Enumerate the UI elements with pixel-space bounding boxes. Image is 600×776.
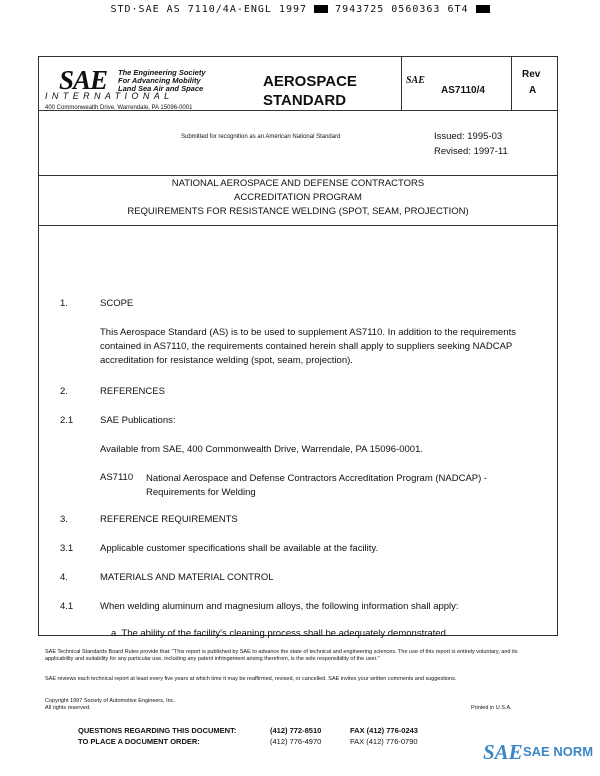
- sae-small-logo: SAE: [406, 75, 425, 86]
- questions-phone: (412) 772-8510: [270, 726, 322, 735]
- questions-label: QUESTIONS REGARDING THIS DOCUMENT:: [78, 726, 237, 735]
- standard-title-line: STANDARD: [263, 92, 347, 109]
- item-a: a. The ability of the facility's cleaning process shall be adequately demonstrated.: [111, 628, 449, 639]
- section-number: 3.: [60, 514, 68, 525]
- recognition-note: Submitted for recognition as an American National Standard: [181, 134, 341, 140]
- society-line: The Engineering Society: [118, 68, 206, 77]
- rule: [39, 225, 557, 226]
- document-title: [39, 177, 557, 219]
- barcode-block: [314, 5, 328, 13]
- section-title: REFERENCES: [100, 386, 165, 397]
- section-text: When welding aluminum and magnesium alloys, the following information shall apply:: [100, 601, 459, 612]
- footer-copyright: Copyright 1997 Society of Automotive Engineers, Inc.: [45, 698, 175, 704]
- divider: [401, 57, 402, 110]
- order-phone: (412) 776-4970: [270, 737, 322, 746]
- footer-rules: SAE Technical Standards Board Rules provide that: "This report is published by SAE to advance the state of technical and engineering sciences. The use of this report is entirely voluntary, and its applicability and suitability for any particular use, including any patent infringement arising therefrom, is the sole responsibility of the user.": [45, 649, 518, 662]
- section-number: 4.: [60, 572, 68, 583]
- document-frame: [38, 56, 558, 711]
- standard-title-line: AEROSPACE: [263, 73, 357, 90]
- footer-rights: All rights reserved.: [45, 705, 91, 711]
- order-fax: FAX (412) 776-0790: [350, 737, 418, 746]
- divider: [511, 57, 512, 110]
- document-code: [0, 4, 600, 15]
- section-title: SAE Publications:: [100, 415, 176, 426]
- international-label: INTERNATIONAL: [45, 91, 174, 101]
- scope-text: This Aerospace Standard (AS) is to be used to supplement AS7110. In addition to the requirements contained in AS7110, the requirements contained herein shall apply to suppliers seeking NADCAP accreditation for resistance welding (spot, seam, projection).: [100, 327, 516, 366]
- document-number: AS7110/4: [441, 85, 485, 96]
- issued-date: Issued: 1995-03: [434, 131, 503, 142]
- sae-logo: [45, 63, 257, 109]
- rev-label: Rev: [522, 69, 541, 80]
- footer-printed: Printed in U.S.A.: [471, 705, 512, 711]
- issue-dates: [434, 129, 508, 159]
- section-number: 4.1: [60, 601, 74, 612]
- section-number: 2.: [60, 386, 68, 397]
- society-line: Land Sea Air and Space: [118, 84, 204, 93]
- section-number: 3.1: [60, 543, 74, 554]
- reference-code: AS7110: [100, 472, 134, 483]
- section-title: REFERENCE REQUIREMENTS: [100, 514, 238, 525]
- sae-logo-text: SAE: [59, 65, 108, 95]
- section-title: SCOPE: [100, 298, 134, 309]
- revised-date: Revised: 1997-11: [434, 146, 508, 157]
- section-text: Applicable customer specifications shall be available at the facility.: [100, 543, 379, 554]
- order-label: TO PLACE A DOCUMENT ORDER:: [78, 737, 200, 746]
- sae-norm-watermark: [483, 740, 600, 766]
- questions-fax: FAX (412) 776-0243: [350, 726, 418, 735]
- title-line: NATIONAL AEROSPACE AND DEFENSE CONTRACTORS: [171, 178, 425, 189]
- society-line: For Advancing Mobility: [118, 76, 201, 85]
- section-title: MATERIALS AND MATERIAL CONTROL: [100, 572, 274, 583]
- standard-title: [263, 72, 357, 110]
- header-address: 400 Commonwealth Drive, Warrendale, PA 15096-0001: [45, 105, 193, 111]
- barcode-block-2: [476, 5, 490, 13]
- section-number: 2.1: [60, 415, 74, 426]
- watermark-text: SAE NORM: [523, 744, 594, 759]
- section-number: 1.: [60, 298, 68, 309]
- header: [39, 57, 557, 111]
- title-line: ACCREDITATION PROGRAM: [234, 192, 362, 203]
- title-line: REQUIREMENTS FOR RESISTANCE WELDING (SPOT, SEAM, PROJECTION): [127, 206, 469, 217]
- rev-value: A: [529, 85, 537, 96]
- society-text: [118, 69, 248, 93]
- rule: [39, 175, 557, 176]
- watermark-logo: SAE: [483, 740, 523, 764]
- footer-review: SAE reviews each technical report at least every five years at which time it may be reaffirmed, revised, or cancelled. SAE invites your written comments and suggestions.: [45, 676, 457, 682]
- reference-title: National Aerospace and Defense Contractors Accreditation Program (NADCAP) - Requirements for Welding: [146, 473, 488, 498]
- document-code-text-2: 7943725 0560363 6T4: [335, 4, 469, 15]
- availability-text: Available from SAE, 400 Commonwealth Drive, Warrendale, PA 15096-0001.: [100, 444, 423, 455]
- document-code-text: STD·SAE AS 7110/4A-ENGL 1997: [110, 4, 308, 15]
